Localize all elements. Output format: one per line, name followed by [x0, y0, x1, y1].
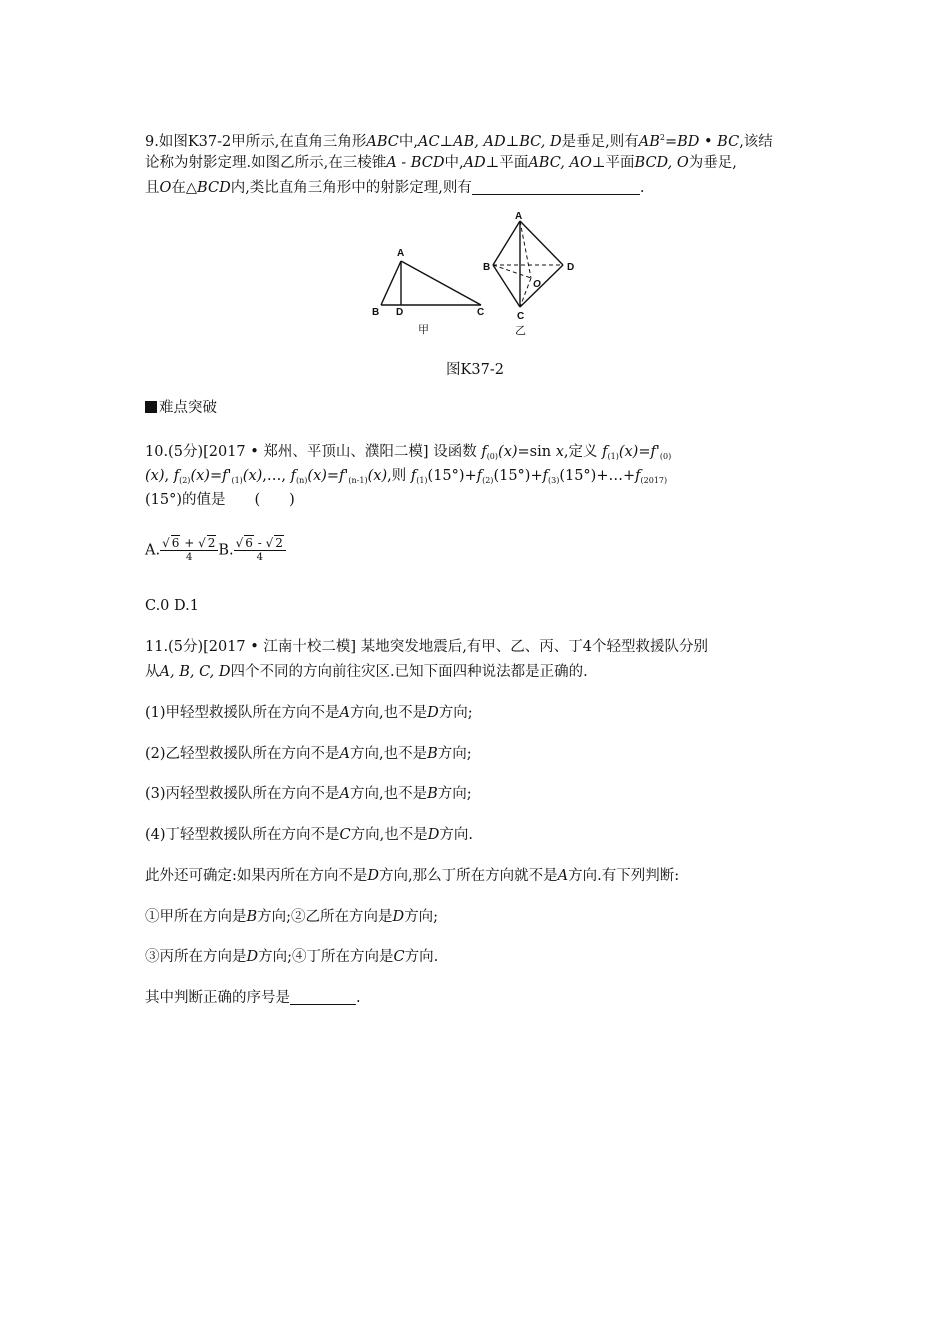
subscript: (1): [416, 476, 428, 485]
math-text: AC⊥AB, AD⊥BC, D: [417, 134, 562, 150]
q11-statement-1: [145, 703, 473, 723]
math-text: A: [339, 786, 351, 802]
math-text: A: [339, 746, 351, 762]
radicand: 6: [245, 536, 253, 550]
fraction-denominator: 4: [186, 552, 193, 563]
text: 为垂足,: [688, 155, 737, 171]
math-text: f': [222, 468, 232, 484]
operator: +: [180, 536, 199, 550]
text: 方向.有下列判断:: [568, 868, 680, 884]
label-a: A: [397, 248, 405, 259]
subscript: (0): [659, 452, 672, 461]
text: 方向.: [439, 827, 474, 843]
math-text: AB: [638, 134, 660, 150]
text: (2)乙轻型救援队所在方向不是: [145, 746, 340, 762]
text: 方向,也不是: [350, 827, 428, 843]
math-text: (x): [307, 468, 327, 484]
label-o: O: [533, 279, 541, 290]
math-text: A: [339, 705, 351, 721]
operator: -: [253, 536, 266, 550]
text: 方向,那么丁所在方向就不是: [379, 868, 558, 884]
subscript: (0): [486, 452, 499, 461]
label-b: B: [372, 307, 380, 318]
text: 四个不同的方向前往灾区.已知下面四种说法都是正确的.: [230, 664, 588, 680]
section-heading: [145, 396, 217, 417]
label-d: D: [567, 262, 575, 273]
figure-yi: [493, 221, 563, 307]
text: ③丙所在方向是: [145, 949, 247, 965]
text: 其中判断正确的序号是: [145, 990, 290, 1006]
text: 是垂足,则有: [561, 134, 639, 150]
option-a-fraction: [160, 536, 218, 565]
subscript: (2017): [640, 476, 668, 485]
math-text: A: [557, 868, 569, 884]
math-text: D: [392, 909, 405, 925]
math-text: f: [635, 468, 641, 484]
math-text: f': [339, 468, 349, 484]
text: (1)甲轻型救援队所在方向不是: [145, 705, 340, 721]
text: ,: [164, 468, 170, 484]
math-text: B: [427, 746, 438, 762]
q10-line-2: [145, 466, 667, 491]
math-text: D: [367, 868, 380, 884]
q9-line-3: [145, 178, 645, 198]
text: (15°)的值是 ( ): [145, 492, 295, 508]
math-text: B: [246, 909, 258, 925]
text: 方向,也不是: [350, 705, 428, 721]
label-d: D: [396, 307, 404, 318]
q11-line-2: [145, 662, 588, 682]
text: 此外还可确定:如果丙所在方向不是: [145, 868, 368, 884]
text: ⊥平面: [591, 155, 635, 171]
text: =: [209, 468, 223, 484]
q10-line-1: [145, 442, 671, 467]
math-text: D: [246, 949, 259, 965]
q10-options-ab: [145, 536, 286, 565]
math-text: C: [339, 827, 351, 843]
radicand: 2: [275, 536, 283, 550]
math-text: AD: [463, 155, 486, 171]
text: 且: [145, 180, 160, 196]
math-text: (x): [190, 468, 210, 484]
q11-statement-3: [145, 784, 472, 804]
label-a: A: [515, 211, 523, 222]
text: +: [464, 468, 477, 484]
math-text: f: [290, 468, 296, 484]
answer-blank[interactable]: [290, 989, 356, 1005]
text: 从: [145, 664, 160, 680]
text: ,该结: [739, 134, 773, 150]
subscript: (3): [547, 476, 560, 485]
subscript: (n-1): [348, 476, 368, 485]
math-text: (x): [145, 468, 165, 484]
text: ,…,: [262, 468, 287, 484]
text: 方向;②乙所在方向是: [257, 909, 393, 925]
text: (15°): [559, 468, 597, 484]
text: 9.如图K37-2甲所示,在直角三角形: [145, 134, 367, 150]
subscript: (2): [482, 476, 494, 485]
math-text: ABC: [366, 134, 399, 150]
radicand: 6: [171, 536, 180, 550]
math-text: D: [427, 705, 439, 721]
text: ⊥平面: [485, 155, 529, 171]
text: (3)丙轻型救援队所在方向不是: [145, 786, 340, 802]
subscript: (2): [179, 476, 191, 485]
math-text: f: [602, 444, 608, 460]
fraction-denominator: 4: [256, 552, 263, 563]
black-square-icon: [145, 401, 157, 413]
math-text: f: [481, 444, 487, 460]
math-text: O: [159, 180, 172, 196]
text: 方向,也不是: [350, 746, 428, 762]
math-text: (x): [242, 468, 263, 484]
text: ①甲所在方向是: [145, 909, 247, 925]
text: 方向;④丁所在方向是: [258, 949, 394, 965]
text: 方向;: [438, 705, 473, 721]
math-text: A - BCD: [386, 155, 445, 171]
text: ,则: [387, 468, 407, 484]
math-text: C: [393, 949, 405, 965]
subscript: (1): [231, 476, 243, 485]
text: 10.(5分)[2017 • 郑州、平顶山、濮阳二模] 设函数: [145, 444, 477, 460]
figure-k37-2: [360, 208, 590, 343]
text: 中,: [398, 134, 418, 150]
q10-line-3: [145, 490, 295, 510]
label-c: C: [477, 307, 485, 318]
math-text: f: [542, 468, 548, 484]
text: 方向;: [404, 909, 439, 925]
figure-caption: 图K37-2: [446, 362, 504, 378]
math-text: =BD • BC: [664, 134, 740, 150]
section-title: 难点突破: [159, 400, 217, 416]
math-text: f': [650, 444, 660, 460]
text: 方向;: [437, 786, 472, 802]
fraction-numerator: √ 6 - √ 2: [234, 536, 286, 551]
option-b-fraction: [234, 536, 286, 565]
option-b-label: B.: [218, 542, 234, 559]
answer-blank[interactable]: [472, 179, 640, 195]
q11-extra-condition: [145, 866, 679, 886]
label-b: B: [483, 262, 491, 273]
q11-answer-line: [145, 988, 361, 1008]
text: 论称为射影定理.如图乙所示,在三棱锥: [145, 155, 387, 171]
text: 方向.: [404, 949, 439, 965]
text: 方向,也不是: [350, 786, 428, 802]
subscript: (1): [607, 452, 619, 461]
math-text: BCD: [197, 180, 231, 196]
option-a-label: A.: [145, 542, 161, 559]
q10-options-cd: C.0 D.1: [145, 598, 199, 614]
figure-jia: [381, 261, 481, 305]
math-text: x: [555, 444, 564, 460]
superscript: 2: [659, 133, 665, 142]
text: ,定义: [563, 444, 598, 460]
math-text: BCD, O: [634, 155, 689, 171]
subscript: (n): [296, 476, 308, 485]
text: +: [530, 468, 543, 484]
text: (15°): [493, 468, 531, 484]
fraction-numerator: √ 6 + √ 2: [160, 536, 218, 551]
text: (15°): [427, 468, 465, 484]
text: =sin: [517, 444, 556, 460]
math-text: f: [173, 468, 180, 484]
math-text: B: [427, 786, 438, 802]
math-text: A, B, C, D: [159, 664, 231, 680]
figure-name-yi: 乙: [515, 325, 526, 337]
math-text: ABC, AO: [528, 155, 592, 171]
math-text: (x): [618, 444, 639, 460]
math-text: D: [427, 827, 440, 843]
label-c: C: [517, 311, 525, 322]
text: 在△: [171, 180, 198, 196]
figure-name-jia: 甲: [418, 324, 429, 336]
q9-line-1: [145, 128, 773, 152]
text: .: [356, 990, 361, 1006]
q11-judgement-3-4: [145, 947, 438, 967]
math-text: (x): [367, 468, 388, 484]
q11-statement-2: [145, 744, 472, 764]
text: .: [639, 180, 645, 196]
q11-line-1: 11.(5分)[2017 • 江南十校二模] 某地突发地震后,有甲、乙、丙、丁4个轻型救援队分别: [145, 639, 709, 655]
text: =: [638, 444, 651, 460]
q9-line-2: [145, 153, 737, 173]
q11-judgement-1-2: [145, 907, 438, 927]
radicand: 2: [207, 536, 216, 550]
math-text: (x): [498, 444, 518, 460]
text: (4)丁轻型救援队所在方向不是: [145, 827, 340, 843]
q11-statement-4: [145, 825, 473, 845]
text: +…+: [596, 468, 636, 484]
math-text: f: [476, 468, 483, 484]
math-text: f: [410, 468, 417, 484]
text: 中,: [444, 155, 464, 171]
text: =: [326, 468, 340, 484]
text: 内,类比直角三角形中的射影定理,则有: [230, 180, 472, 196]
text: 方向;: [437, 746, 472, 762]
